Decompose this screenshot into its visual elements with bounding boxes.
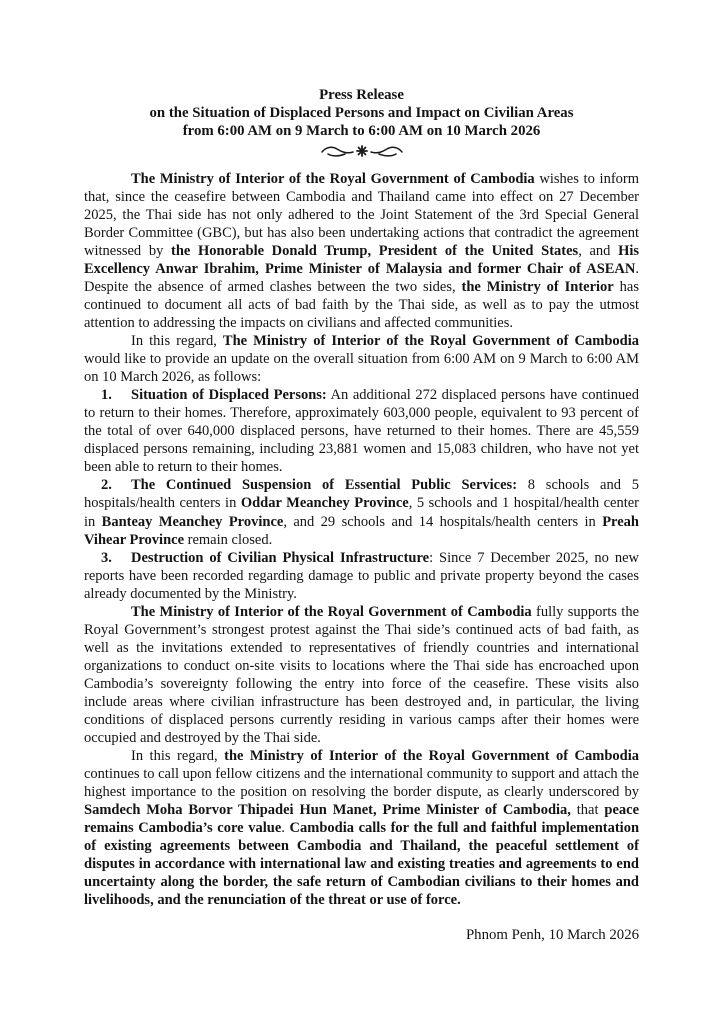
text-run: His Excellency Anwar Ibrahim, Prime Minister of Malaysia and former Chair of ASEAN [84, 242, 640, 277]
text-run: fully supports the Royal Government’s strongest protest against the Thai side’s continued acts of bad faith, as well as the invitations extended to representatives of friendly countries and international organizations to conduct on-site visits to locations where the Thai side has encroached upon Cambodia’s sovereignty following the entry into force of the ceasefire. These visits also include areas where civilian infrastructure has been destroyed and, in particular, the living conditions of displaced persons currently residing in various camps after their homes were occupied and destroyed by the Thai side. [84, 603, 640, 747]
text-run: the Ministry of Interior [461, 278, 614, 295]
item-number: 1. [101, 387, 112, 404]
text-run: continues to call upon fellow citizens and the international community to support and attach the highest importance to the position on resolving the border dispute, as clearly underscored by [84, 766, 639, 801]
title-line-1: Press Release [319, 87, 404, 103]
title-line-3: from 6:00 AM on 9 March to 6:00 AM on 10 March 2026 [182, 123, 541, 140]
numbered-paragraph [84, 549, 639, 603]
item-number: 2. [101, 477, 112, 494]
text-run: The Ministry of Interior of the Royal Government of Cambodia [131, 603, 532, 620]
text-run: An additional 272 displaced persons have continued to return to their homes. Therefore, approximately 603,000 people, equivalent to 93 percent of the total of over 640,000 displaced persons, have returned to their homes. There are 45,559 displaced persons remaining, including 23,881 women and 15,083 children, who have not yet been able to return to their homes. [84, 387, 639, 476]
paragraph [84, 170, 639, 332]
text-run: Samdech Moha Borvor Thipadei Hun Manet, Prime Minister of Cambodia, [84, 802, 571, 819]
item-number: 3. [101, 549, 112, 566]
text-run: The Continued Suspension of Essential Public Services: [131, 477, 518, 494]
document-title [84, 86, 639, 141]
text-run: Situation of Displaced Persons: [131, 387, 327, 404]
dateline: Phnom Penh, 10 March 2026 [465, 926, 639, 943]
text-run: , 5 schools and 1 hospital/health center in [84, 495, 639, 530]
text-run: wishes to inform that, since the ceasefire between Cambodia and Thailand came into effect on 27 December 2025, the Thai side has not only adhered to the Joint Statement of the 3rd Special General Border Committee (GBC), but has also been undertaking actions that contradict the agreement witnessed by [84, 170, 639, 259]
text-run: The Ministry of Interior of the Royal Government of Cambodia [131, 170, 535, 187]
text-run: that [570, 802, 605, 819]
paragraph [84, 747, 639, 909]
title-line-2: on the Situation of Displaced Persons and Impact on Civilian Areas [149, 105, 574, 122]
text-run: Cambodia calls for the full and faithful implementation of existing agreements between Cambodia and Thailand, the peaceful settlement of disputes in accordance with international law and existing treaties and agreements to end uncertainty along the border, the safe return of Cambodian civilians to their homes and livelihoods, and the renunciation of the threat or use of force. [84, 820, 640, 909]
ornament-row [84, 143, 639, 161]
text-run: , and 29 schools and 14 hospitals/health centers in [283, 513, 603, 530]
text-run: . [281, 820, 290, 837]
paragraph [84, 332, 639, 386]
text-run: Banteay Meanchey Province [101, 513, 284, 530]
document-body [84, 170, 639, 910]
text-run: In this regard, [131, 748, 225, 765]
floral-divider-ornament [320, 143, 404, 159]
text-run: 8 schools and 5 hospitals/health centers in [84, 477, 639, 512]
text-run: the Honorable Donald Trump, President of the United States [171, 242, 579, 259]
text-run: has continued to document all acts of bad faith by the Thai side, as well as to pay the utmost attention to addressing the impacts on civilians and affected communities. [84, 278, 639, 331]
numbered-paragraph [84, 386, 639, 476]
text-run: , and [578, 242, 619, 259]
text-run: peace remains Cambodia’s core value [84, 802, 640, 837]
text-run: In this regard, [131, 333, 223, 350]
numbered-paragraph [84, 476, 639, 548]
text-run: Oddar Meanchey Province [240, 495, 409, 512]
paragraph [84, 603, 639, 747]
text-run: : Since 7 December 2025, no new reports have been recorded regarding damage to public and private property beyond the cases already documented by the Ministry. [84, 549, 639, 602]
text-run: . Despite the absence of armed clashes between the two sides, [84, 260, 639, 295]
text-run: would like to provide an update on the overall situation from 6:00 AM on 9 March to 6:00 AM on 10 March 2026, as follows: [84, 351, 639, 386]
text-run: Destruction of Civilian Physical Infrastructure [131, 549, 430, 566]
text-run: the Ministry of Interior of the Royal Government of Cambodia [224, 748, 639, 765]
text-run: Preah Vihear Province [84, 513, 639, 548]
text-run: The Ministry of Interior of the Royal Government of Cambodia [222, 333, 640, 350]
text-run: remain closed. [184, 531, 273, 548]
